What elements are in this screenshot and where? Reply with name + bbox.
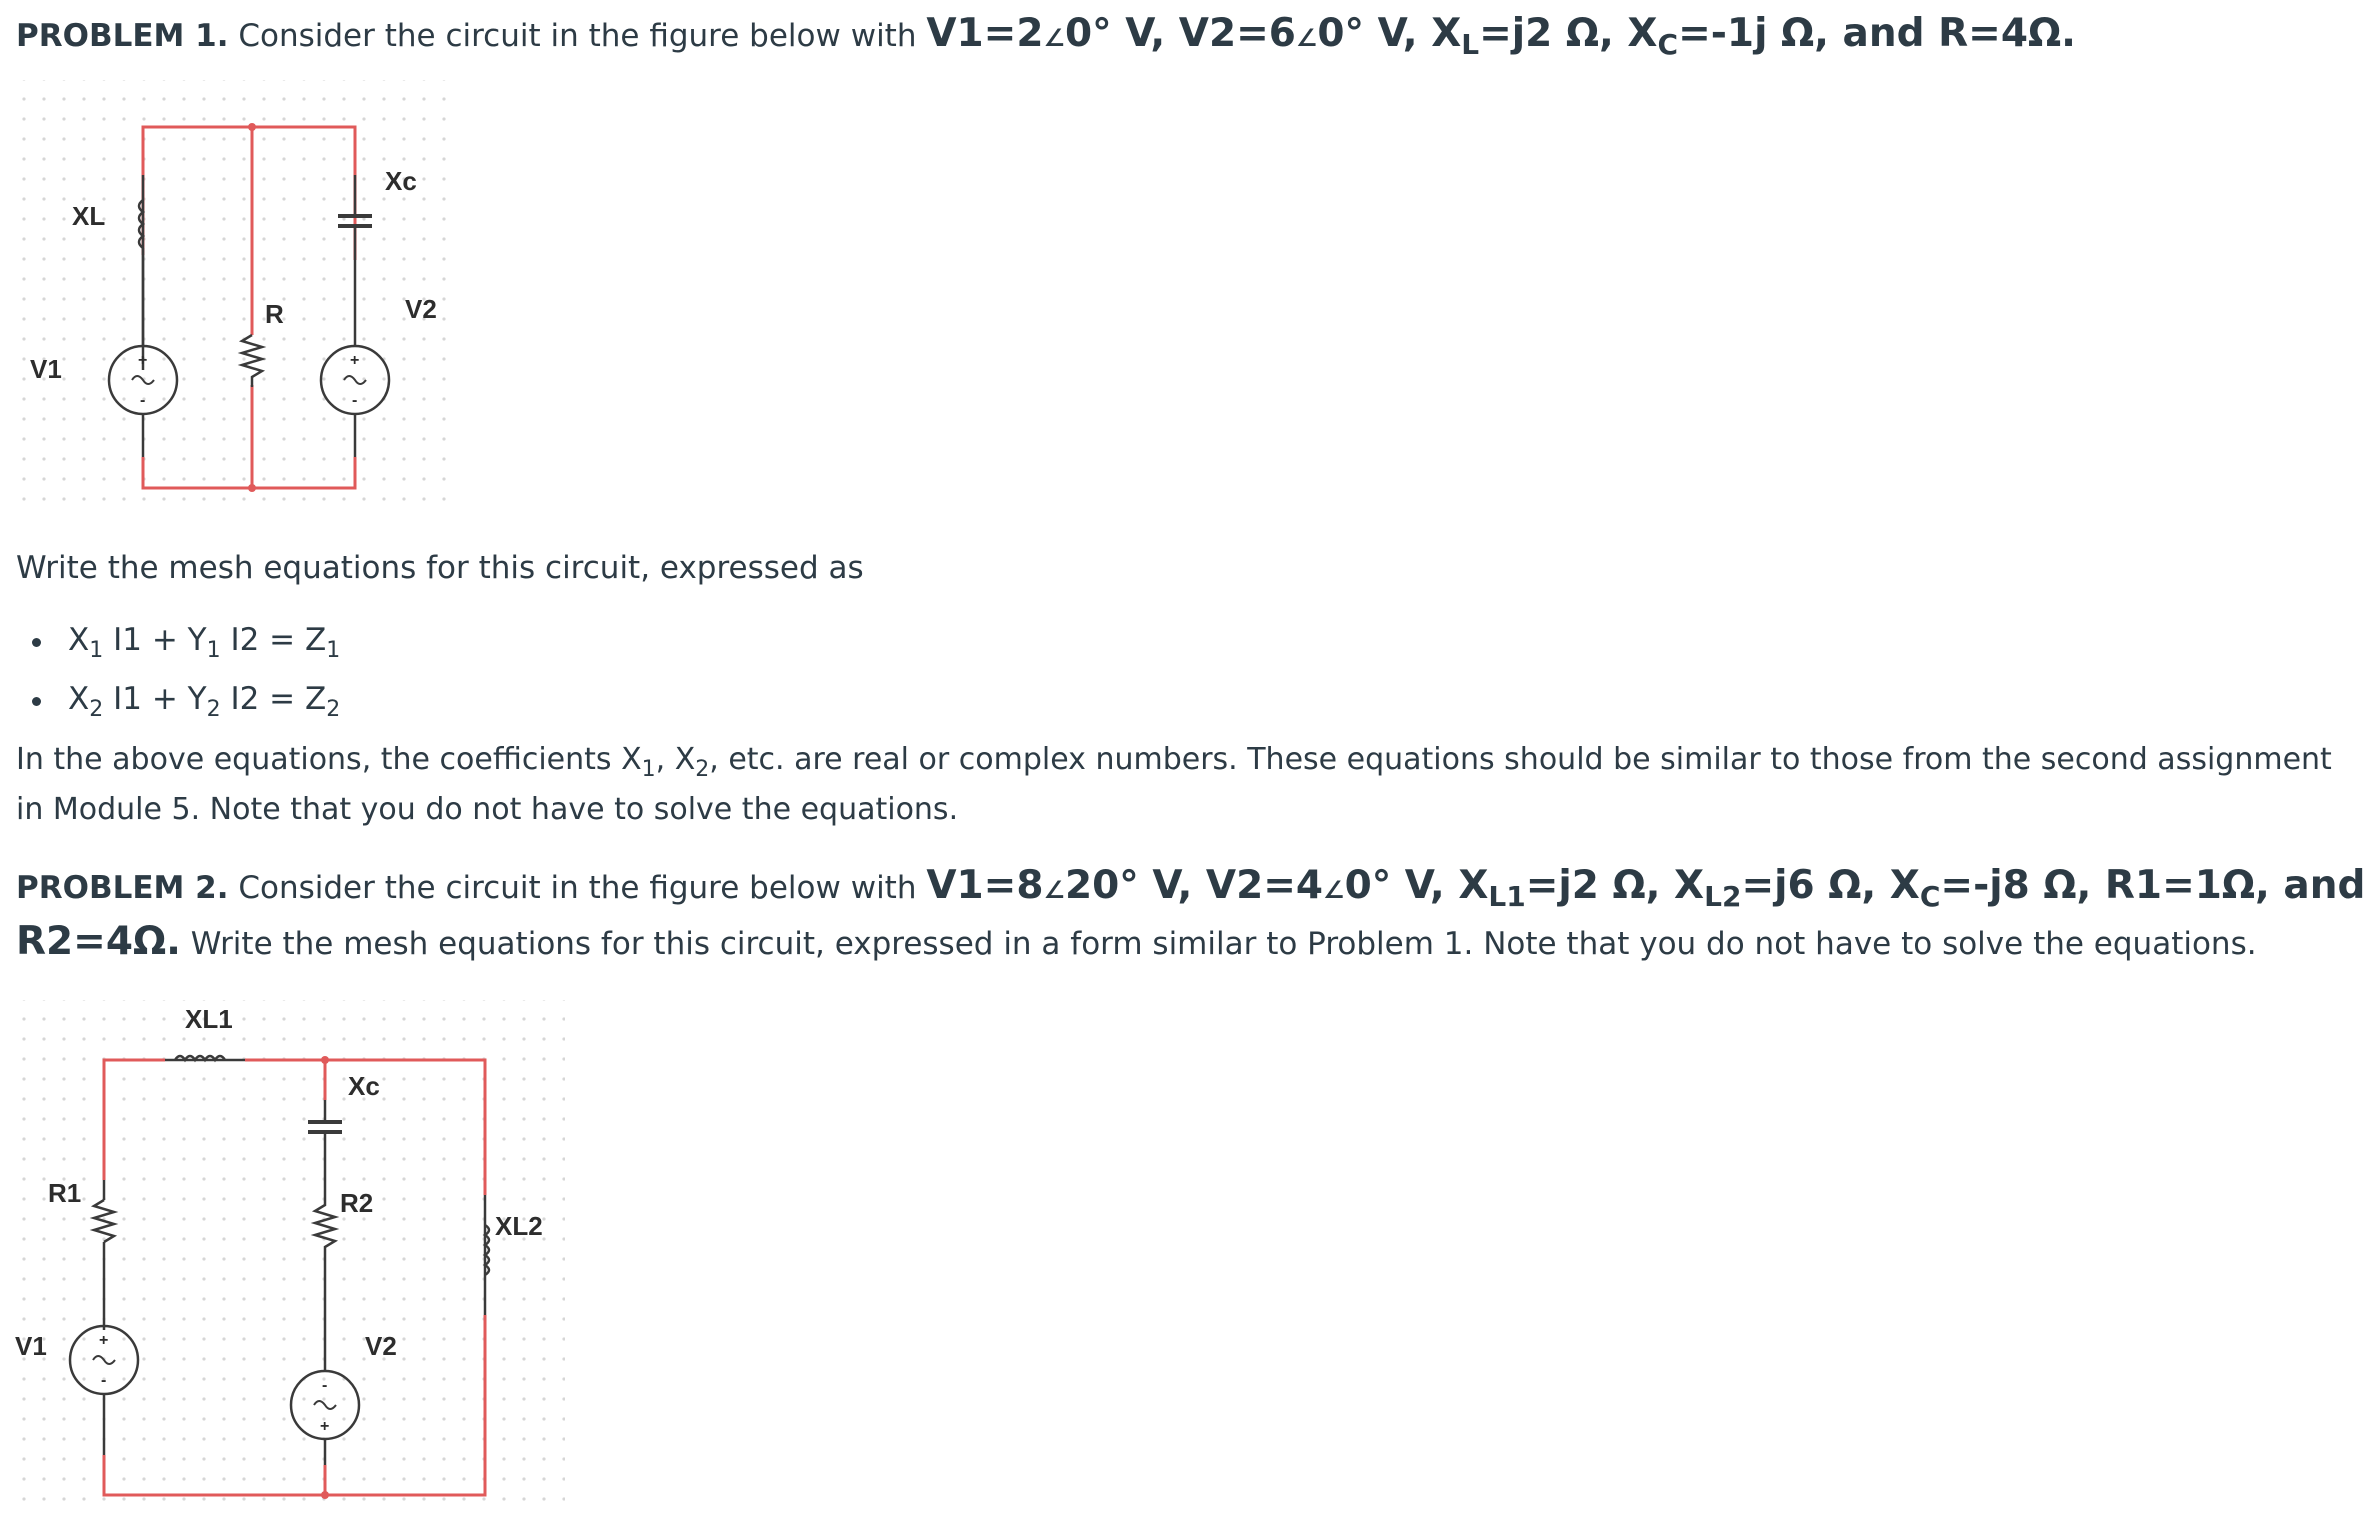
grid-background bbox=[10, 80, 450, 510]
label-v1: V1 bbox=[15, 1331, 47, 1361]
plus-sign: + bbox=[138, 352, 148, 369]
angle-symbol: ∠ bbox=[1323, 876, 1345, 904]
problem2-circuit-figure bbox=[0, 995, 580, 1515]
problem2-statement: PROBLEM 2. Consider the circuit in the figure below with V1=8∠20° V, V2=4∠0° V, XL1=j2 Ω, XL2=j6 Ω, XC=-j8 Ω, R1=1Ω, and bbox=[16, 863, 2365, 913]
label-xl: XL bbox=[72, 201, 106, 231]
minus-sign: - bbox=[101, 1372, 107, 1389]
minus-sign: - bbox=[140, 392, 146, 409]
angle-symbol: ∠ bbox=[1043, 876, 1065, 904]
plus-sign: + bbox=[320, 1418, 330, 1435]
node-dot bbox=[321, 1491, 329, 1499]
minus-sign: - bbox=[322, 1377, 328, 1394]
problem2-statement-line2: R2=4Ω. Write the mesh equations for this circuit, expressed in a form similar to Problem 1. Note that you do not have to solve the equations. bbox=[16, 919, 2257, 964]
label-xl1: XL1 bbox=[185, 1004, 233, 1034]
equation-1: $X_1$ $I1 + Y_1$ $I2 = Z_1$ bbox=[16, 620, 340, 671]
label-xc: Xc bbox=[385, 166, 417, 196]
label-v2: V2 bbox=[365, 1331, 397, 1361]
mesh-note: In the above equations, the coefficients $X_1$, $X_2$, etc. are real or complex numbers. These equations should be similar to those from the second assignment bbox=[16, 742, 2332, 782]
grid-background bbox=[10, 1000, 565, 1510]
mesh-note-line2: in Module 5. Note that you do not have to solve the equations. bbox=[16, 792, 959, 827]
problem2-heading: PROBLEM 2. bbox=[16, 870, 229, 906]
plus-sign: + bbox=[99, 1332, 109, 1349]
plus-sign: + bbox=[350, 352, 360, 369]
equation-2: $X_2$ $I1 + Y_2$ $I2 = Z_2$ bbox=[16, 679, 340, 730]
label-r1: R1 bbox=[48, 1178, 82, 1208]
mesh-instruction: Write the mesh equations for this circuit, expressed as bbox=[16, 550, 864, 586]
minus-sign: - bbox=[352, 392, 358, 409]
label-r: R bbox=[265, 299, 284, 329]
problem1-circuit-figure bbox=[0, 75, 460, 515]
label-v1: V1 bbox=[30, 354, 62, 384]
label-v2: V2 bbox=[405, 294, 437, 324]
angle-symbol: ∠ bbox=[1043, 24, 1065, 52]
node-dot bbox=[321, 1056, 329, 1064]
equation-list bbox=[16, 620, 340, 730]
angle-symbol: ∠ bbox=[1295, 24, 1318, 52]
label-xc: Xc bbox=[348, 1071, 380, 1101]
node-dot bbox=[248, 123, 256, 131]
problem1-heading: PROBLEM 1. bbox=[16, 18, 229, 54]
problem1-statement: PROBLEM 1. Consider the circuit in the figure below with V1=2∠0° V, V2=6∠0° V, XL=j2 Ω, XC=-1j Ω, and R=4Ω. bbox=[16, 11, 2076, 61]
label-xl2: XL2 bbox=[495, 1211, 543, 1241]
node-dot bbox=[248, 484, 256, 492]
label-r2: R2 bbox=[340, 1188, 374, 1218]
